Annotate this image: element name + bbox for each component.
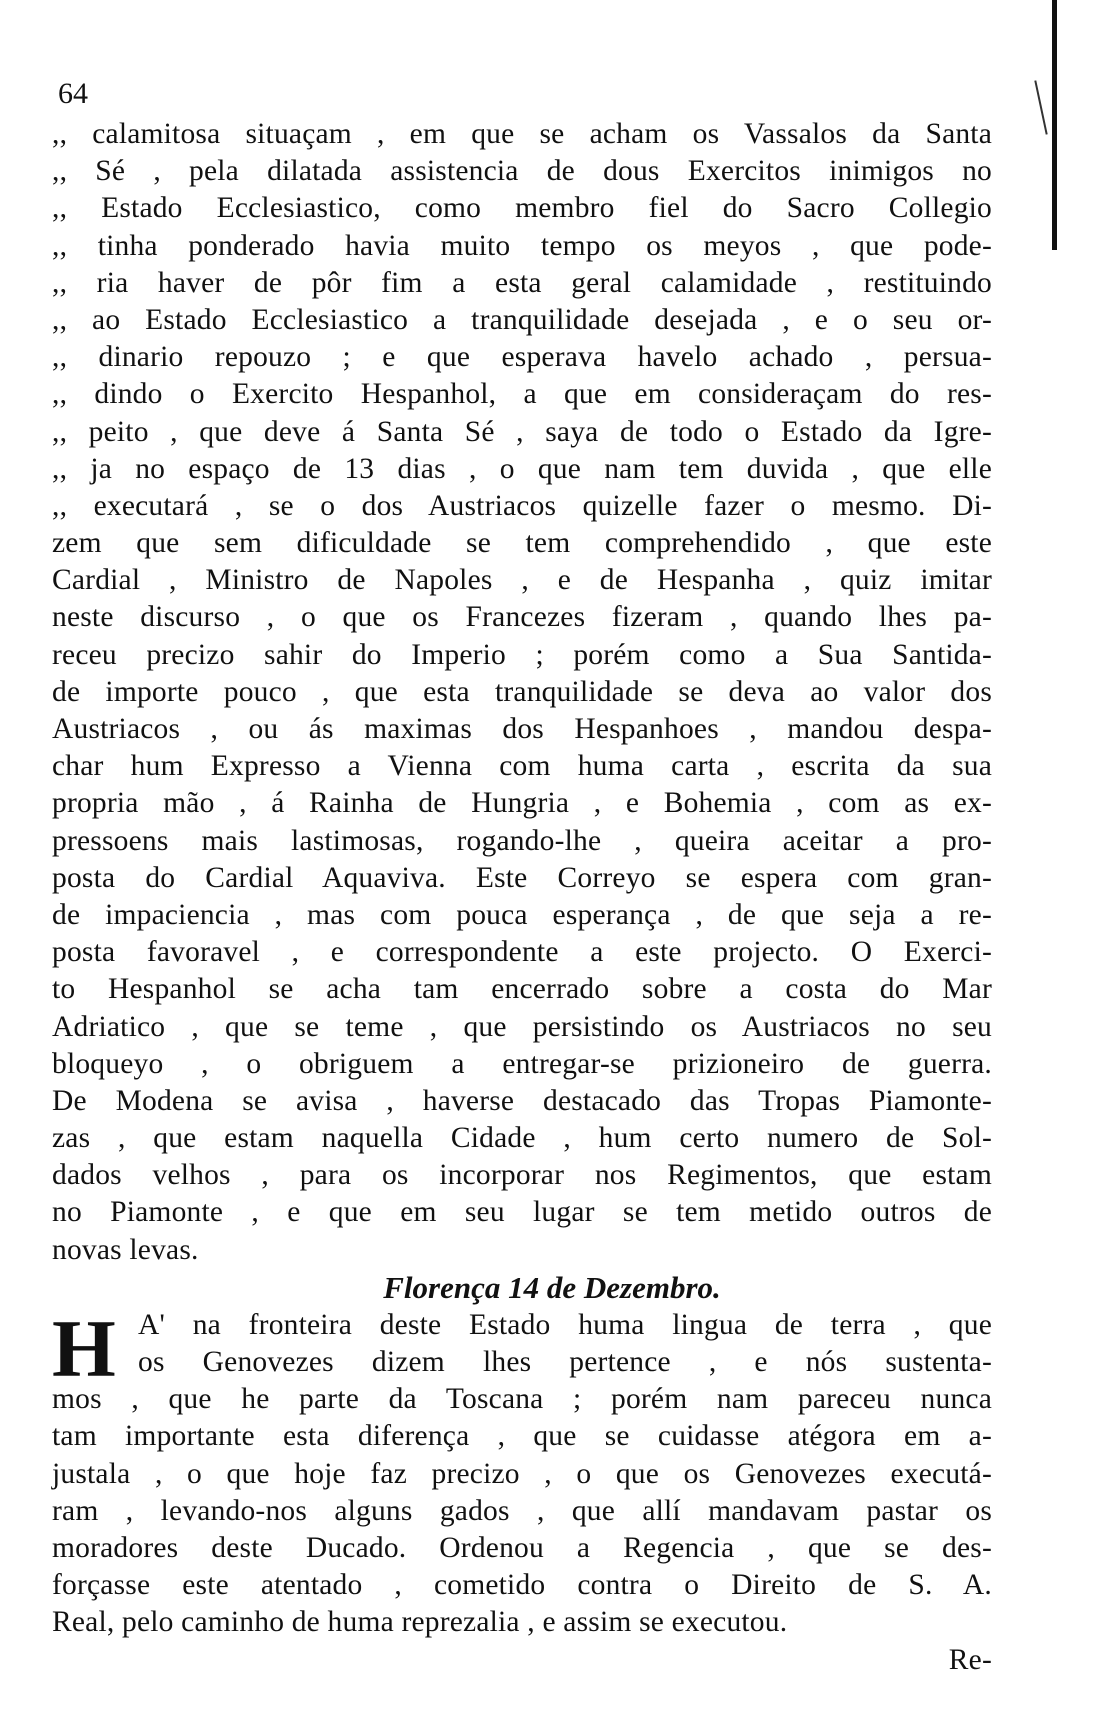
text-line: posta do Cardial Aquaviva. Este Correyo se espera com gran- [52, 861, 992, 894]
text-line: ,, dinario repouzo ; e que esperava havelo achado , persua- [52, 341, 992, 374]
text-line: ,, Sé , pela dilatada assistencia de dous Exercitos inimigos no [52, 155, 992, 188]
text-line: ,, tinha ponderado havia muito tempo os meyos , que pode- [52, 229, 992, 262]
text-line: ,, dindo o Exercito Hespanhol, a que em consideraçam do res- [52, 378, 992, 411]
text-line: ,, ao Estado Ecclesiastico a tranquilidade desejada , e o seu or- [52, 303, 992, 336]
text-line: zem que sem dificuldade se tem comprehendido , que este [52, 527, 992, 560]
text-line: mos , que he parte da Toscana ; porém nam pareceu nunca [52, 1383, 992, 1416]
catchword: Re- [948, 1643, 992, 1676]
text-line: pressoens mais lastimosas, rogando-lhe , queira aceitar a pro- [52, 824, 992, 857]
text-line: ,, calamitosa situaçam , em que se acham os Vassalos da Santa [52, 118, 992, 150]
text-line: moradores deste Ducado. Ordenou a Regencia , que se des- [52, 1531, 992, 1564]
text-line: de impaciencia , mas com pouca esperança , de que seja a re- [52, 898, 992, 931]
text-line: ,, ria haver de pôr fim a esta geral calamidade , restituindo [52, 266, 992, 299]
text-line: bloqueyo , o obriguem a entregar-se prizioneiro de guerra. [52, 1047, 992, 1080]
text-line: de importe pouco , que esta tranquilidade se deva ao valor dos [52, 675, 992, 708]
text-line: to Hespanhol se acha tam encerrado sobre a costa do Mar [52, 973, 992, 1006]
text-line: char hum Expresso a Vienna com huma carta , escrita da sua [52, 750, 992, 783]
text-line: receu precizo sahir do Imperio ; porém como a Sua Santida- [52, 638, 992, 671]
text-line: Adriatico , que se teme , que persistindo os Austriacos no seu [52, 1010, 992, 1043]
text-line: A' na fronteira deste Estado huma lingua de terra , que [138, 1308, 992, 1341]
text-line: Austriacos , ou ás maximas dos Hespanhoes , mandou despa- [52, 713, 992, 745]
text-line: ,, executará , se o dos Austriacos quizelle fazer o mesmo. Di- [52, 489, 992, 522]
body-text [52, 116, 992, 1679]
text-line: posta favoravel , e correspondente a este projecto. O Exerci- [52, 936, 992, 969]
paragraph-florence-report [52, 1302, 992, 1642]
text-line: novas levas. [52, 1233, 199, 1266]
page-number: 64 [58, 77, 88, 110]
text-line: dados velhos , para os incorporar nos Regimentos, que estam [52, 1159, 992, 1192]
text-line: ,, peito , que deve á Santa Sé , saya de todo o Estado da Igre- [52, 415, 992, 448]
dateline-florence: Florença 14 de Dezembro. [383, 1269, 721, 1305]
text-line: ,, ja no espaço de 13 dias , o que nam tem duvida , que elle [52, 452, 992, 485]
text-line: os Genovezes dizem lhes pertence , e nós sustenta- [138, 1346, 992, 1378]
paragraph-rome-report [52, 116, 992, 1269]
text-line: ,, Estado Ecclesiastico, como membro fiel do Sacro Collegio [52, 192, 992, 225]
drop-cap: H [52, 1302, 116, 1394]
text-line: ram , levando-nos alguns gados , que allí mandavam pastar os [52, 1494, 992, 1527]
text-line: propria mão , á Rainha de Hungria , e Bohemia , com as ex- [52, 787, 992, 820]
text-line: Cardial , Ministro de Napoles , e de Hespanha , quiz imitar [52, 564, 992, 597]
text-line: zas , que estam naquella Cidade , hum certo numero de Sol- [52, 1122, 992, 1155]
paragraph-body-lines [52, 1381, 992, 1641]
page-edge-mark-thin [1034, 80, 1047, 134]
text-line: justala , o que hoje faz precizo , o que os Genovezes executá- [52, 1457, 992, 1490]
dropcap-indented-lines [52, 1307, 992, 1381]
text-line: no Piamonte , e que em seu lugar se tem metido outros de [52, 1196, 992, 1229]
text-line: forçasse este atentado , cometido contra o Direito de S. A. [52, 1569, 992, 1602]
text-line: De Modena se avisa , haverse destacado das Tropas Piamonte- [52, 1084, 992, 1117]
text-line: neste discurso , o que os Francezes fizeram , quando lhes pa- [52, 601, 992, 634]
text-line: Real, pelo caminho de huma reprezalia , e assim se executou. [52, 1606, 788, 1639]
page-edge-mark [1052, 0, 1057, 250]
text-line: tam importante esta diferença , que se cuidasse atégora em a- [52, 1420, 992, 1453]
